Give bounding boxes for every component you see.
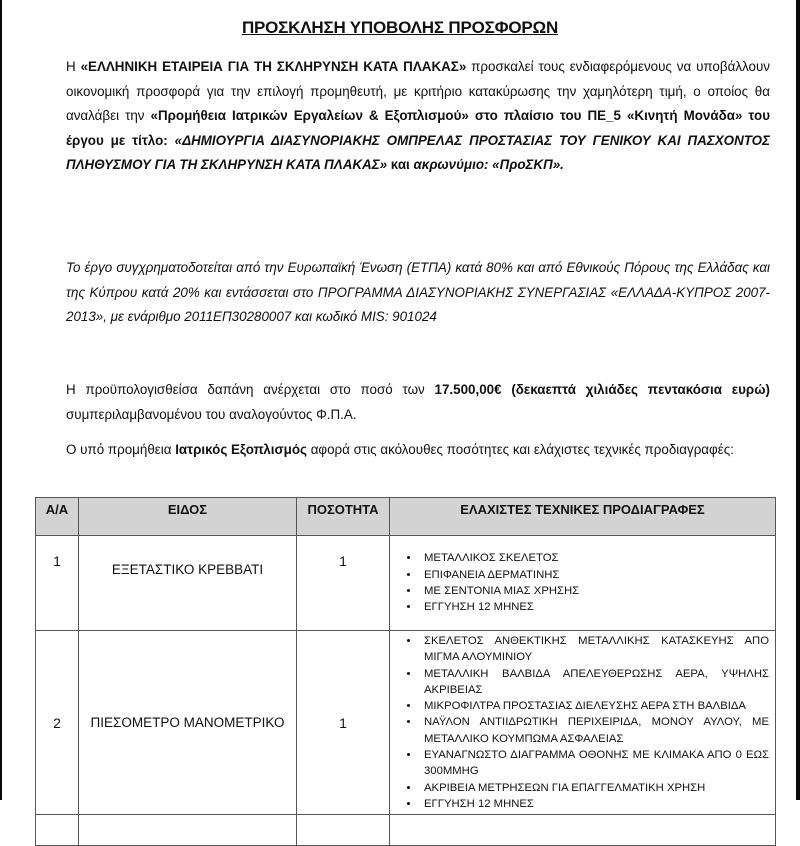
intro-text: προσκαλεί τους ενδιαφερόμενους να υποβάλλουν οικονομική προσφορά για την επιλογή προμηθευτή, με κριτήριο κατακύρωσης την χαμηλότερη τιμή, ο οποίος θα αναλάβει την — [66, 59, 770, 123]
equipment-text: αφορά στις ακόλουθες ποσότητες και ελάχιστες τεχνικές προδιαγραφές: — [306, 442, 734, 457]
intro-text: και — [387, 157, 414, 172]
spec-item: • ΕΓΓΥΗΣΗ 12 ΜΗΝΕΣ — [420, 599, 769, 615]
document-title: ΠΡΟΣΚΛΗΣΗ ΥΠΟΒΟΛΗΣ ΠΡΟΣΦΟΡΩΝ — [241, 18, 559, 37]
item-specs — [390, 536, 776, 631]
spec-item: • ΜΙΚΡΟΦΙΛΤΡΑ ΠΡΟΣΤΑΣΙΑΣ ΔΙΕΛΕΥΣΗΣ ΑΕΡΑ ΣΤΗ ΒΑΛΒΙΔΑ — [420, 698, 769, 714]
equipment-text: Ο υπό προμήθεια — [66, 442, 176, 457]
budget-text: Η προϋπολογισθείσα δαπάνη ανέρχεται στο ποσό των — [66, 382, 435, 397]
empty-cell — [79, 815, 297, 846]
funding-paragraph: Το έργο συγχρηματοδοτείται από την Ευρωπαϊκή Ένωση (ΕΤΠΑ) κατά 80% και από Εθνικούς Πόρους της Ελλάδας και της Κύπρου κατά 20% και εντάσσεται στο ΠΡΟΓΡΑΜΜΑ ΔΙΑΣΥΝΟΡΙΑΚΗΣ ΣΥΝΕΡΓΑΣΙΑΣ «ΕΛΛΑΔΑ-ΚΥΠΡΟΣ 2007-2013», με ενάριθμο 2011ΕΠ30280007 και κωδικό MIS: 901024 — [66, 260, 770, 324]
budget-text: συμπεριλαμβανομένου του αναλογούντος Φ.Π.Α. — [66, 406, 357, 422]
row-number: 1 — [36, 536, 79, 631]
scan-edge-left — [0, 0, 2, 800]
organization-name: «ΕΛΛΗΝΙΚΗ ΕΤΑΙΡΕΙΑ ΓΙΑ ΤΗ ΣΚΛΗΡΥΝΣΗ ΚΑΤΑ ΠΛΑΚΑΣ» — [80, 59, 467, 74]
spec-list — [390, 550, 769, 615]
item-name: ΕΞΕΤΑΣΤΙΚΟ ΚΡΕΒΒΑΤΙ — [79, 536, 297, 631]
table-row-partial — [36, 815, 776, 846]
budget-paragraph — [66, 378, 770, 427]
item-specs — [390, 631, 776, 815]
equipment-label: Ιατρικός Εξοπλισμός — [175, 442, 307, 457]
spec-item: • ΣΚΕΛΕΤΟΣ ΑΝΘΕΚΤΙΚΗΣ ΜΕΤΑΛΛΙΚΗΣ ΚΑΤΑΣΚΕΥΗΣ ΑΠΟ ΜΙΓΜΑ ΑΛΟΥΜΙΝΙΟΥ — [420, 633, 769, 666]
header-quantity: ΠΟΣΟΤΗΤΑ — [297, 498, 390, 536]
spec-item: • ΕΥΑΝΑΓΝΩΣΤΟ ΔΙΑΓΡΑΜΜΑ ΟΘΟΝΗΣ ΜΕ ΚΛΙΜΑΚΑ ΑΠΟ 0 ΕΩΣ 300MMHG — [420, 747, 769, 780]
budget-amount: 17.500,00€ (δεκαεπτά χιλιάδες πεντακόσια ευρώ) — [434, 382, 770, 397]
spec-item: • ΜΕΤΑΛΛΙΚΟΣ ΣΚΕΛΕΤΟΣ — [420, 550, 769, 566]
spec-list — [390, 633, 769, 812]
item-quantity: 1 — [297, 536, 390, 631]
row-number: 2 — [36, 631, 79, 815]
header-specs: ΕΛΑΧΙΣΤΕΣ ΤΕΧΝΙΚΕΣ ΠΡΟΔΙΑΓΡΑΦΕΣ — [390, 498, 776, 536]
empty-cell — [36, 815, 79, 846]
project-title: «ΔΗΜΙΟΥΡΓΙΑ ΔΙΑΣΥΝΟΡΙΑΚΗΣ ΟΜΠΡΕΛΑΣ ΠΡΟΣΤΑΣΙΑΣ ΤΟΥ ΓΕΝΙΚΟΥ ΚΑΙ ΠΑΣΧΟΝΤΟΣ ΠΛΗΘΥΣΜΟΥ ΓΙΑ ΤΗ ΣΚΛΗΡΥΝΣΗ ΚΑΤΑ ΠΛΑΚΑΣ» — [66, 132, 770, 172]
scan-edge-right — [796, 0, 800, 800]
equipment-paragraph — [66, 438, 770, 463]
empty-cell — [390, 815, 776, 846]
spec-item: • ΕΓΓΥΗΣΗ 12 ΜΗΝΕΣ — [420, 796, 769, 812]
item-name: ΠΙΕΣΟΜΕΤΡΟ ΜΑΝΟΜΕΤΡΙΚΟ — [79, 631, 297, 815]
supply-description: «Προμήθεια Ιατρικών Εργαλείων & Εξοπλισμού» στο πλαίσιο του ΠΕ_5 «Κινητή Μονάδα» του έργου με τίτλο: — [66, 108, 770, 148]
spec-item: • ΜΕ ΣΕΝΤΟΝΙΑ ΜΙΑΣ ΧΡΗΣΗΣ — [420, 583, 769, 599]
table-header-row — [36, 498, 776, 536]
header-item: ΕΙΔΟΣ — [79, 498, 297, 536]
intro-paragraph — [66, 55, 770, 178]
intro-text: Η — [66, 59, 81, 74]
empty-cell — [297, 815, 390, 846]
table-row — [36, 536, 776, 631]
specifications-table — [35, 497, 776, 846]
table-row — [36, 631, 776, 815]
header-aa: Α/Α — [36, 498, 79, 536]
item-quantity: 1 — [297, 631, 390, 815]
spec-item: • ΑΚΡΙΒΕΙΑ ΜΕΤΡΗΣΕΩΝ ΓΙΑ ΕΠΑΓΓΕΛΜΑΤΙΚΗ ΧΡΗΣΗ — [420, 780, 769, 796]
project-acronym: ακρωνύμιο: «ΠροΣΚΠ». — [413, 157, 564, 172]
spec-item: • ΝΑΫΛΟΝ ΑΝΤΙΙΔΡΩΤΙΚΗ ΠΕΡΙΧΕΙΡΙΔΑ, ΜΟΝΟΥ ΑΥΛΟΥ, ΜΕ ΜΕΤΑΛΛΙΚΟ ΚΟΥΜΠΩΜΑ ΑΣΦΑΛΕΙΑΣ — [420, 714, 769, 747]
spec-item: • ΕΠΙΦΑΝΕΙΑ ΔΕΡΜΑΤΙΝΗΣ — [420, 567, 769, 583]
spec-item: • ΜΕΤΑΛΛΙΚΗ ΒΑΛΒΙΔΑ ΑΠΕΛΕΥΘΕΡΩΣΗΣ ΑΕΡΑ, ΥΨΗΛΗΣ ΑΚΡΙΒΕΙΑΣ — [420, 666, 769, 699]
